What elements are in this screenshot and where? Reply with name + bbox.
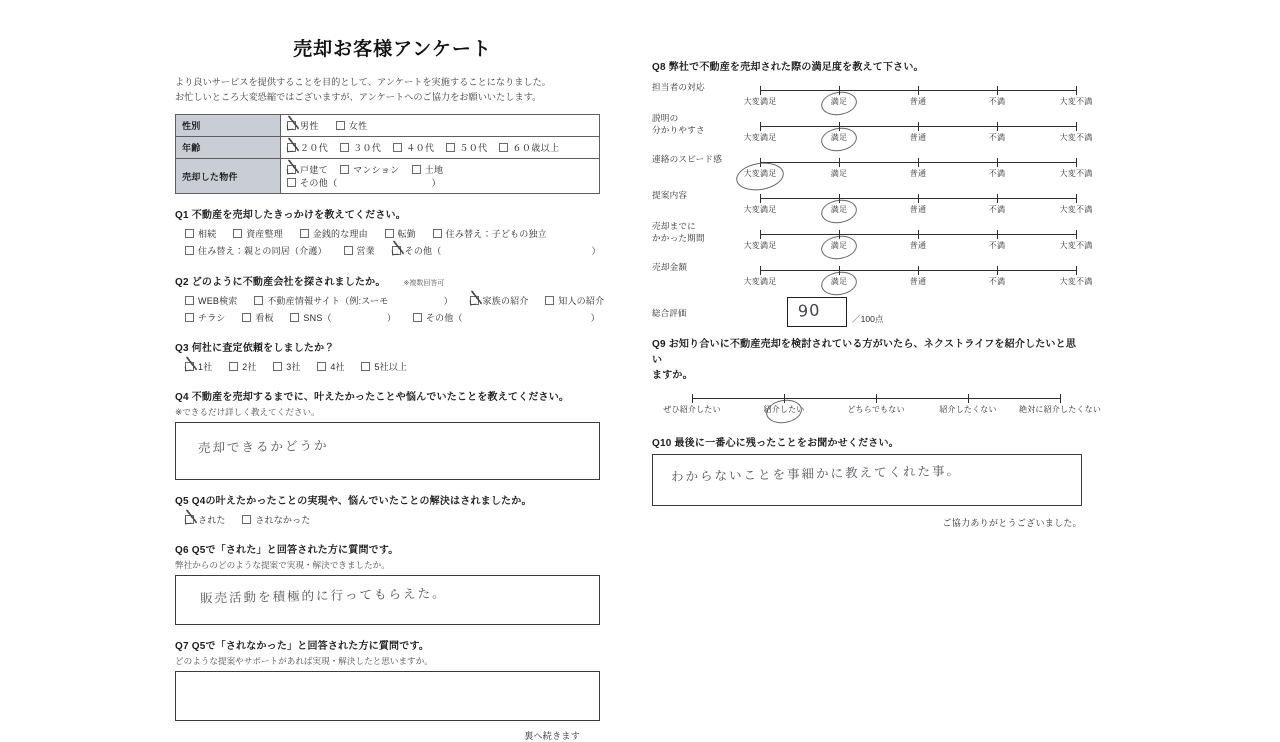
- intro-text: [175, 75, 600, 105]
- checkbox-icon[interactable]: [344, 246, 353, 255]
- q5-option-resolved[interactable]: [185, 512, 226, 529]
- axis-tick: [918, 266, 919, 275]
- option-age-30s[interactable]: [340, 141, 381, 154]
- axis-tick: [997, 230, 998, 239]
- checkbox-icon[interactable]: [233, 229, 242, 238]
- option-label: SNS（ ）: [303, 312, 397, 323]
- checkbox-icon[interactable]: [499, 143, 508, 152]
- q8-tick-label[interactable]: 満足: [830, 241, 848, 250]
- q6-answer-box[interactable]: [175, 575, 600, 625]
- q2-option-web-search[interactable]: [185, 293, 238, 310]
- q8-tick-label[interactable]: 普通: [909, 277, 927, 286]
- option-label: 5社以上: [374, 361, 408, 372]
- axis-tick: [918, 158, 919, 167]
- left-column: [175, 34, 605, 742]
- option-age-40s[interactable]: [393, 141, 434, 154]
- checkbox-icon[interactable]: [287, 178, 296, 187]
- checkbox-icon[interactable]: [185, 515, 194, 524]
- q8-scale-group: [652, 79, 1093, 295]
- q8-axis-line: [760, 162, 1076, 163]
- q2-title: [175, 273, 600, 288]
- checkbox-icon[interactable]: [287, 121, 296, 130]
- axis-tick: [997, 122, 998, 131]
- axis-tick: [760, 158, 761, 167]
- option-label: 土地: [424, 165, 444, 176]
- q8-tick-label[interactable]: 大変不満: [1059, 277, 1093, 286]
- q2-options-row-2: [185, 310, 600, 327]
- q8-axis-line: [760, 126, 1076, 127]
- q8-tick-label[interactable]: 大変不満: [1059, 205, 1093, 214]
- q9-title-line-2: ますか。: [652, 370, 693, 381]
- axis-tick: [1076, 266, 1077, 275]
- q8-total-row: [652, 297, 1082, 331]
- option-label: ３０代: [353, 143, 382, 154]
- q4-subtitle: ※できるだけ詳しく教えてください。: [175, 406, 320, 417]
- option-label: 相続: [198, 229, 217, 240]
- q9-tick-label[interactable]: どちらでもない: [847, 404, 905, 414]
- checkbox-icon[interactable]: [446, 143, 455, 152]
- checkbox-icon[interactable]: [254, 296, 263, 305]
- table-row: [176, 115, 600, 137]
- q8-tick-labels: [743, 96, 1093, 110]
- q3-title: Q3 何社に査定依頼をしましたか？: [175, 342, 335, 354]
- axis-tick: [1076, 122, 1077, 131]
- q8-title: Q8 弊社で不動産を売却された際の満足度を教えて下さい。: [652, 62, 924, 73]
- checkbox-icon[interactable]: [185, 246, 194, 255]
- q8-row-label: 説明の 分かりやすさ: [652, 113, 705, 136]
- q8-row-label: 提案内容: [652, 190, 688, 200]
- option-age-20s[interactable]: [287, 141, 328, 154]
- q8-tick-label[interactable]: 大変満足: [743, 205, 777, 214]
- q8-tick-label[interactable]: 不満: [988, 241, 1006, 250]
- q8-total-score-box[interactable]: [787, 297, 847, 327]
- option-label: されなかった: [255, 514, 311, 525]
- q8-tick-label[interactable]: 大変不満: [1059, 241, 1093, 250]
- q8-tick-label[interactable]: 満足: [830, 277, 848, 286]
- table-row: [176, 159, 600, 194]
- q7-subtitle: どのような提案やサポートがあれば実現・解決したと思いますか。: [175, 655, 433, 666]
- option-label: 金銭的な理由: [312, 229, 368, 240]
- option-label: 女性: [348, 121, 368, 132]
- axis-tick: [839, 266, 840, 275]
- axis-tick: [997, 86, 998, 95]
- option-label: 男性: [300, 121, 319, 132]
- q1-option-asset-reorg[interactable]: [233, 226, 283, 243]
- q1-option-financial[interactable]: [300, 226, 368, 243]
- q4-title: Q4 不動産を売却するまでに、叶えたかったことや悩んでいたことを教えてください。: [175, 391, 570, 403]
- option-label: 住み替え：子どもの独立: [445, 229, 547, 240]
- option-paren-close: ）: [590, 312, 600, 323]
- q8-tick-label[interactable]: 普通: [909, 169, 927, 178]
- q4-answer-box[interactable]: [175, 422, 600, 480]
- q8-scale-row[interactable]: [652, 187, 1093, 223]
- option-label: マンション: [353, 165, 400, 176]
- q1-option-sales[interactable]: [344, 243, 375, 260]
- checkbox-icon[interactable]: [287, 165, 296, 174]
- q1-title: Q1 不動産を売却したきっかけを教えてください。: [175, 210, 406, 222]
- q8-tick-labels: [743, 276, 1093, 290]
- q3-option-2[interactable]: [229, 359, 256, 376]
- q8-tick-label[interactable]: 大変満足: [743, 241, 777, 250]
- q8-scale-row[interactable]: [652, 79, 1093, 115]
- q8-tick-labels: [743, 240, 1093, 254]
- q9-title-line-1: Q9 お知り合いに不動産売却を検討されている方がいたら、ネクストライフを紹介したいと思い: [652, 339, 1077, 366]
- checkbox-icon[interactable]: [433, 229, 442, 238]
- option-label: 営業: [356, 246, 375, 257]
- q10-title: Q10 最後に一番心に残ったことをお聞かせください。: [652, 437, 899, 449]
- axis-tick: [839, 194, 840, 203]
- q9-tick-label[interactable]: 紹介したい: [763, 404, 805, 414]
- option-property-mansion[interactable]: [340, 163, 400, 176]
- q3-option-5-plus[interactable]: [361, 359, 407, 376]
- q6-subtitle: 弊社からのどのような提案で実現・解決できましたか。: [175, 559, 390, 570]
- checkbox-icon[interactable]: [242, 313, 251, 322]
- q8-total-label: 総合評価: [652, 308, 687, 318]
- option-label: チラシ: [198, 312, 226, 323]
- q9-title: [652, 337, 1082, 384]
- q2-option-signboard[interactable]: [242, 310, 273, 327]
- checkbox-icon[interactable]: [185, 362, 194, 371]
- option-label: その他（ ）: [300, 178, 442, 189]
- q8-tick-label[interactable]: 大変不満: [1059, 97, 1093, 106]
- checkbox-icon[interactable]: [273, 362, 282, 371]
- q8-tick-label[interactable]: 普通: [909, 133, 927, 142]
- q8-tick-label[interactable]: 大変満足: [743, 169, 777, 178]
- option-property-house[interactable]: [287, 163, 328, 176]
- checkbox-icon[interactable]: [185, 313, 194, 322]
- q8-tick-labels: [743, 168, 1093, 182]
- axis-tick: [918, 194, 919, 203]
- axis-tick: [760, 230, 761, 239]
- q8-tick-label[interactable]: 普通: [909, 241, 927, 250]
- q2-option-flyer[interactable]: [185, 310, 226, 327]
- q8-scale-row[interactable]: [652, 151, 1093, 187]
- axis-tick: [1076, 86, 1077, 95]
- continued-note: 裏へ続きます: [524, 730, 580, 741]
- q1-option-move-parents[interactable]: [185, 243, 327, 260]
- q5-options-row: [185, 512, 600, 529]
- q4-answer-text: 売却できるかどうか: [197, 437, 329, 456]
- option-paren-close: ）: [591, 246, 601, 257]
- q2-option-portal-site[interactable]: [254, 293, 453, 310]
- q2-option-family-referral[interactable]: [470, 293, 529, 310]
- intro-line-1: より良いサービスを提供することを目的として、アンケートを実施することになりました。: [175, 77, 551, 87]
- q5-option-not-resolved[interactable]: [242, 512, 310, 529]
- checkbox-icon[interactable]: [229, 362, 238, 371]
- q8-tick-label[interactable]: 不満: [988, 169, 1006, 178]
- checkbox-icon[interactable]: [300, 229, 309, 238]
- option-property-land[interactable]: [412, 163, 444, 176]
- axis-tick: [760, 122, 761, 131]
- attr-label-property: 売却した物件: [176, 159, 281, 194]
- option-label: ５０代: [459, 143, 488, 154]
- checkbox-icon[interactable]: [185, 296, 194, 305]
- page-title: 売却お客様アンケート: [293, 39, 492, 60]
- checkbox-icon[interactable]: [317, 362, 326, 371]
- right-column: [652, 58, 1101, 529]
- q8-tick-label[interactable]: 大変満足: [743, 133, 777, 142]
- checkbox-icon[interactable]: [385, 229, 394, 238]
- checkbox-icon[interactable]: [470, 296, 479, 305]
- q8-row-label: 売却金額: [652, 262, 688, 272]
- intro-line-2: お忙しいところ大変恐縮ではございますが、アンケートへのご協力をお願いいたします。: [175, 92, 542, 103]
- q7-title: Q7 Q5で「されなかった」と回答された方に質問です。: [175, 640, 430, 652]
- checkbox-icon[interactable]: [413, 313, 422, 322]
- q8-total-score-value: 90: [797, 300, 821, 321]
- q8-scale-row[interactable]: [652, 113, 1093, 151]
- q8-tick-label[interactable]: 満足: [830, 169, 848, 178]
- axis-tick: [876, 394, 877, 403]
- checkbox-icon[interactable]: [287, 143, 296, 152]
- q8-row-label: 担当者の対応: [652, 82, 705, 92]
- q2-option-other[interactable]: [413, 310, 600, 327]
- option-label: ６０歳以上: [512, 143, 560, 154]
- option-label: 家族の紹介: [482, 295, 529, 306]
- q8-tick-label[interactable]: 大変満足: [743, 97, 777, 106]
- option-gender-female[interactable]: [336, 119, 368, 132]
- option-label: 資産整理: [246, 229, 283, 240]
- option-label: 不動産情報サイト（例:スーモ ）: [267, 295, 453, 306]
- attr-label-gender: 性別: [176, 115, 281, 137]
- option-label: 3社: [286, 361, 301, 372]
- option-property-other[interactable]: [287, 176, 441, 189]
- q8-tick-label[interactable]: 不満: [988, 205, 1006, 214]
- checkbox-icon[interactable]: [290, 313, 299, 322]
- q2-title-text: Q2 どのように不動産会社を探されましたか。: [175, 276, 386, 288]
- q10-answer-text: わからないことを事細かに教えてくれた事。: [670, 462, 962, 484]
- q8-axis-line: [760, 90, 1076, 91]
- axis-tick: [1076, 158, 1077, 167]
- q5-title: Q5 Q4の叶えたかったことの実現や、悩んでいたことの解決はされましたか。: [175, 495, 532, 507]
- table-row: [176, 137, 600, 159]
- attr-value-gender: [281, 115, 600, 137]
- q3-option-4[interactable]: [317, 359, 344, 376]
- attr-label-age: 年齢: [176, 137, 281, 159]
- option-label: 1社: [198, 361, 213, 372]
- q8-tick-label[interactable]: 大変満足: [743, 277, 777, 286]
- q2-note: ※複数回答可: [403, 279, 445, 287]
- q3-option-1[interactable]: [185, 359, 212, 376]
- q8-tick-label[interactable]: 満足: [830, 133, 848, 142]
- q8-tick-label[interactable]: 満足: [830, 97, 848, 106]
- q6-answer-text: 販売活動を積極的に行ってもらえた。: [199, 585, 447, 606]
- respondent-attributes-table: [175, 114, 600, 194]
- q7-answer-box[interactable]: [175, 671, 600, 721]
- q9-axis-line: [692, 398, 1060, 399]
- option-label: ４０代: [406, 143, 435, 154]
- q8-tick-label[interactable]: 不満: [988, 277, 1006, 286]
- checkbox-icon[interactable]: [392, 246, 401, 255]
- checkbox-icon[interactable]: [361, 362, 370, 371]
- q10-answer-box[interactable]: [652, 454, 1082, 506]
- option-label: その他（: [425, 312, 463, 323]
- checkbox-icon[interactable]: [242, 515, 251, 524]
- option-label: 住み替え：親との同居（介護）: [198, 246, 327, 257]
- q1-option-other[interactable]: [392, 243, 601, 260]
- q8-axis-line: [760, 234, 1076, 235]
- option-label: 看板: [255, 312, 274, 323]
- q8-axis-line: [760, 270, 1076, 271]
- option-label: された: [198, 514, 226, 525]
- option-label: 4社: [330, 361, 345, 372]
- axis-tick: [918, 86, 919, 95]
- q1-option-inheritance[interactable]: [185, 226, 216, 243]
- axis-tick: [692, 394, 693, 403]
- q6-title: Q6 Q5で「された」と回答された方に質問です。: [175, 544, 399, 556]
- attr-value-property: [281, 159, 600, 194]
- axis-tick: [1076, 194, 1077, 203]
- option-age-60plus[interactable]: [499, 141, 559, 154]
- axis-tick: [760, 86, 761, 95]
- axis-tick: [997, 266, 998, 275]
- option-label: 転勤: [397, 229, 416, 240]
- axis-tick: [918, 230, 919, 239]
- option-gender-male[interactable]: [287, 119, 319, 132]
- axis-tick: [760, 266, 761, 275]
- axis-tick: [839, 122, 840, 131]
- axis-tick: [839, 230, 840, 239]
- axis-tick: [918, 122, 919, 131]
- axis-tick: [997, 158, 998, 167]
- checkbox-icon[interactable]: [185, 229, 194, 238]
- checkbox-icon[interactable]: [545, 296, 554, 305]
- axis-tick: [760, 194, 761, 203]
- checkbox-icon[interactable]: [340, 143, 349, 152]
- q9-tick-label[interactable]: ぜひ紹介したい: [663, 404, 721, 414]
- q3-options-row: [185, 359, 600, 376]
- axis-tick: [1076, 230, 1077, 239]
- axis-tick: [839, 158, 840, 167]
- q8-tick-label[interactable]: 不満: [988, 97, 1006, 106]
- axis-tick: [997, 194, 998, 203]
- q9-scale[interactable]: [656, 390, 1101, 424]
- option-label: WEB検索: [198, 295, 238, 306]
- option-age-50s[interactable]: [446, 141, 487, 154]
- q3-option-3[interactable]: [273, 359, 300, 376]
- q8-total-score-suffix: ／100点: [852, 314, 884, 324]
- q8-scale-row[interactable]: [652, 259, 1093, 295]
- axis-tick: [968, 394, 969, 403]
- option-label: 戸建て: [300, 165, 329, 176]
- q8-tick-label[interactable]: 不満: [988, 133, 1006, 142]
- thanks-note: ご協力ありがとうございました。: [942, 517, 1082, 528]
- q2-option-friend-referral[interactable]: [545, 293, 604, 310]
- q8-row-label: 売却までに かかった期間: [652, 221, 705, 244]
- option-label: 知人の紹介: [558, 295, 605, 306]
- q2-options-row-1: [185, 293, 605, 310]
- axis-tick: [784, 394, 785, 403]
- q9-tick-label[interactable]: 紹介したくない: [939, 404, 997, 414]
- axis-tick: [1060, 394, 1061, 403]
- q8-tick-label[interactable]: 大変不満: [1059, 169, 1093, 178]
- attr-value-age: [281, 137, 600, 159]
- checkbox-icon[interactable]: [412, 165, 421, 174]
- q8-tick-label[interactable]: 普通: [909, 97, 927, 106]
- q8-scale-row[interactable]: [652, 221, 1093, 259]
- option-label: 2社: [242, 361, 257, 372]
- q8-tick-label[interactable]: 満足: [830, 205, 848, 214]
- q1-options-row-2: [185, 243, 600, 260]
- option-label: ２０代: [300, 143, 329, 154]
- q8-tick-labels: [743, 132, 1093, 146]
- checkbox-icon[interactable]: [336, 121, 345, 130]
- q1-option-move-children[interactable]: [433, 226, 547, 243]
- q8-tick-label[interactable]: 普通: [909, 205, 927, 214]
- q2-option-sns[interactable]: [290, 310, 396, 327]
- q8-row-label: 連絡のスピード感: [652, 154, 723, 164]
- q8-axis-line: [760, 198, 1076, 199]
- q8-tick-label[interactable]: 大変不満: [1059, 133, 1093, 142]
- checkbox-icon[interactable]: [393, 143, 402, 152]
- checkbox-icon[interactable]: [340, 165, 349, 174]
- q8-tick-labels: [743, 204, 1093, 218]
- axis-tick: [839, 86, 840, 95]
- q9-tick-label[interactable]: 絶対に紹介したくない: [1019, 404, 1101, 414]
- option-label: その他（: [404, 246, 442, 257]
